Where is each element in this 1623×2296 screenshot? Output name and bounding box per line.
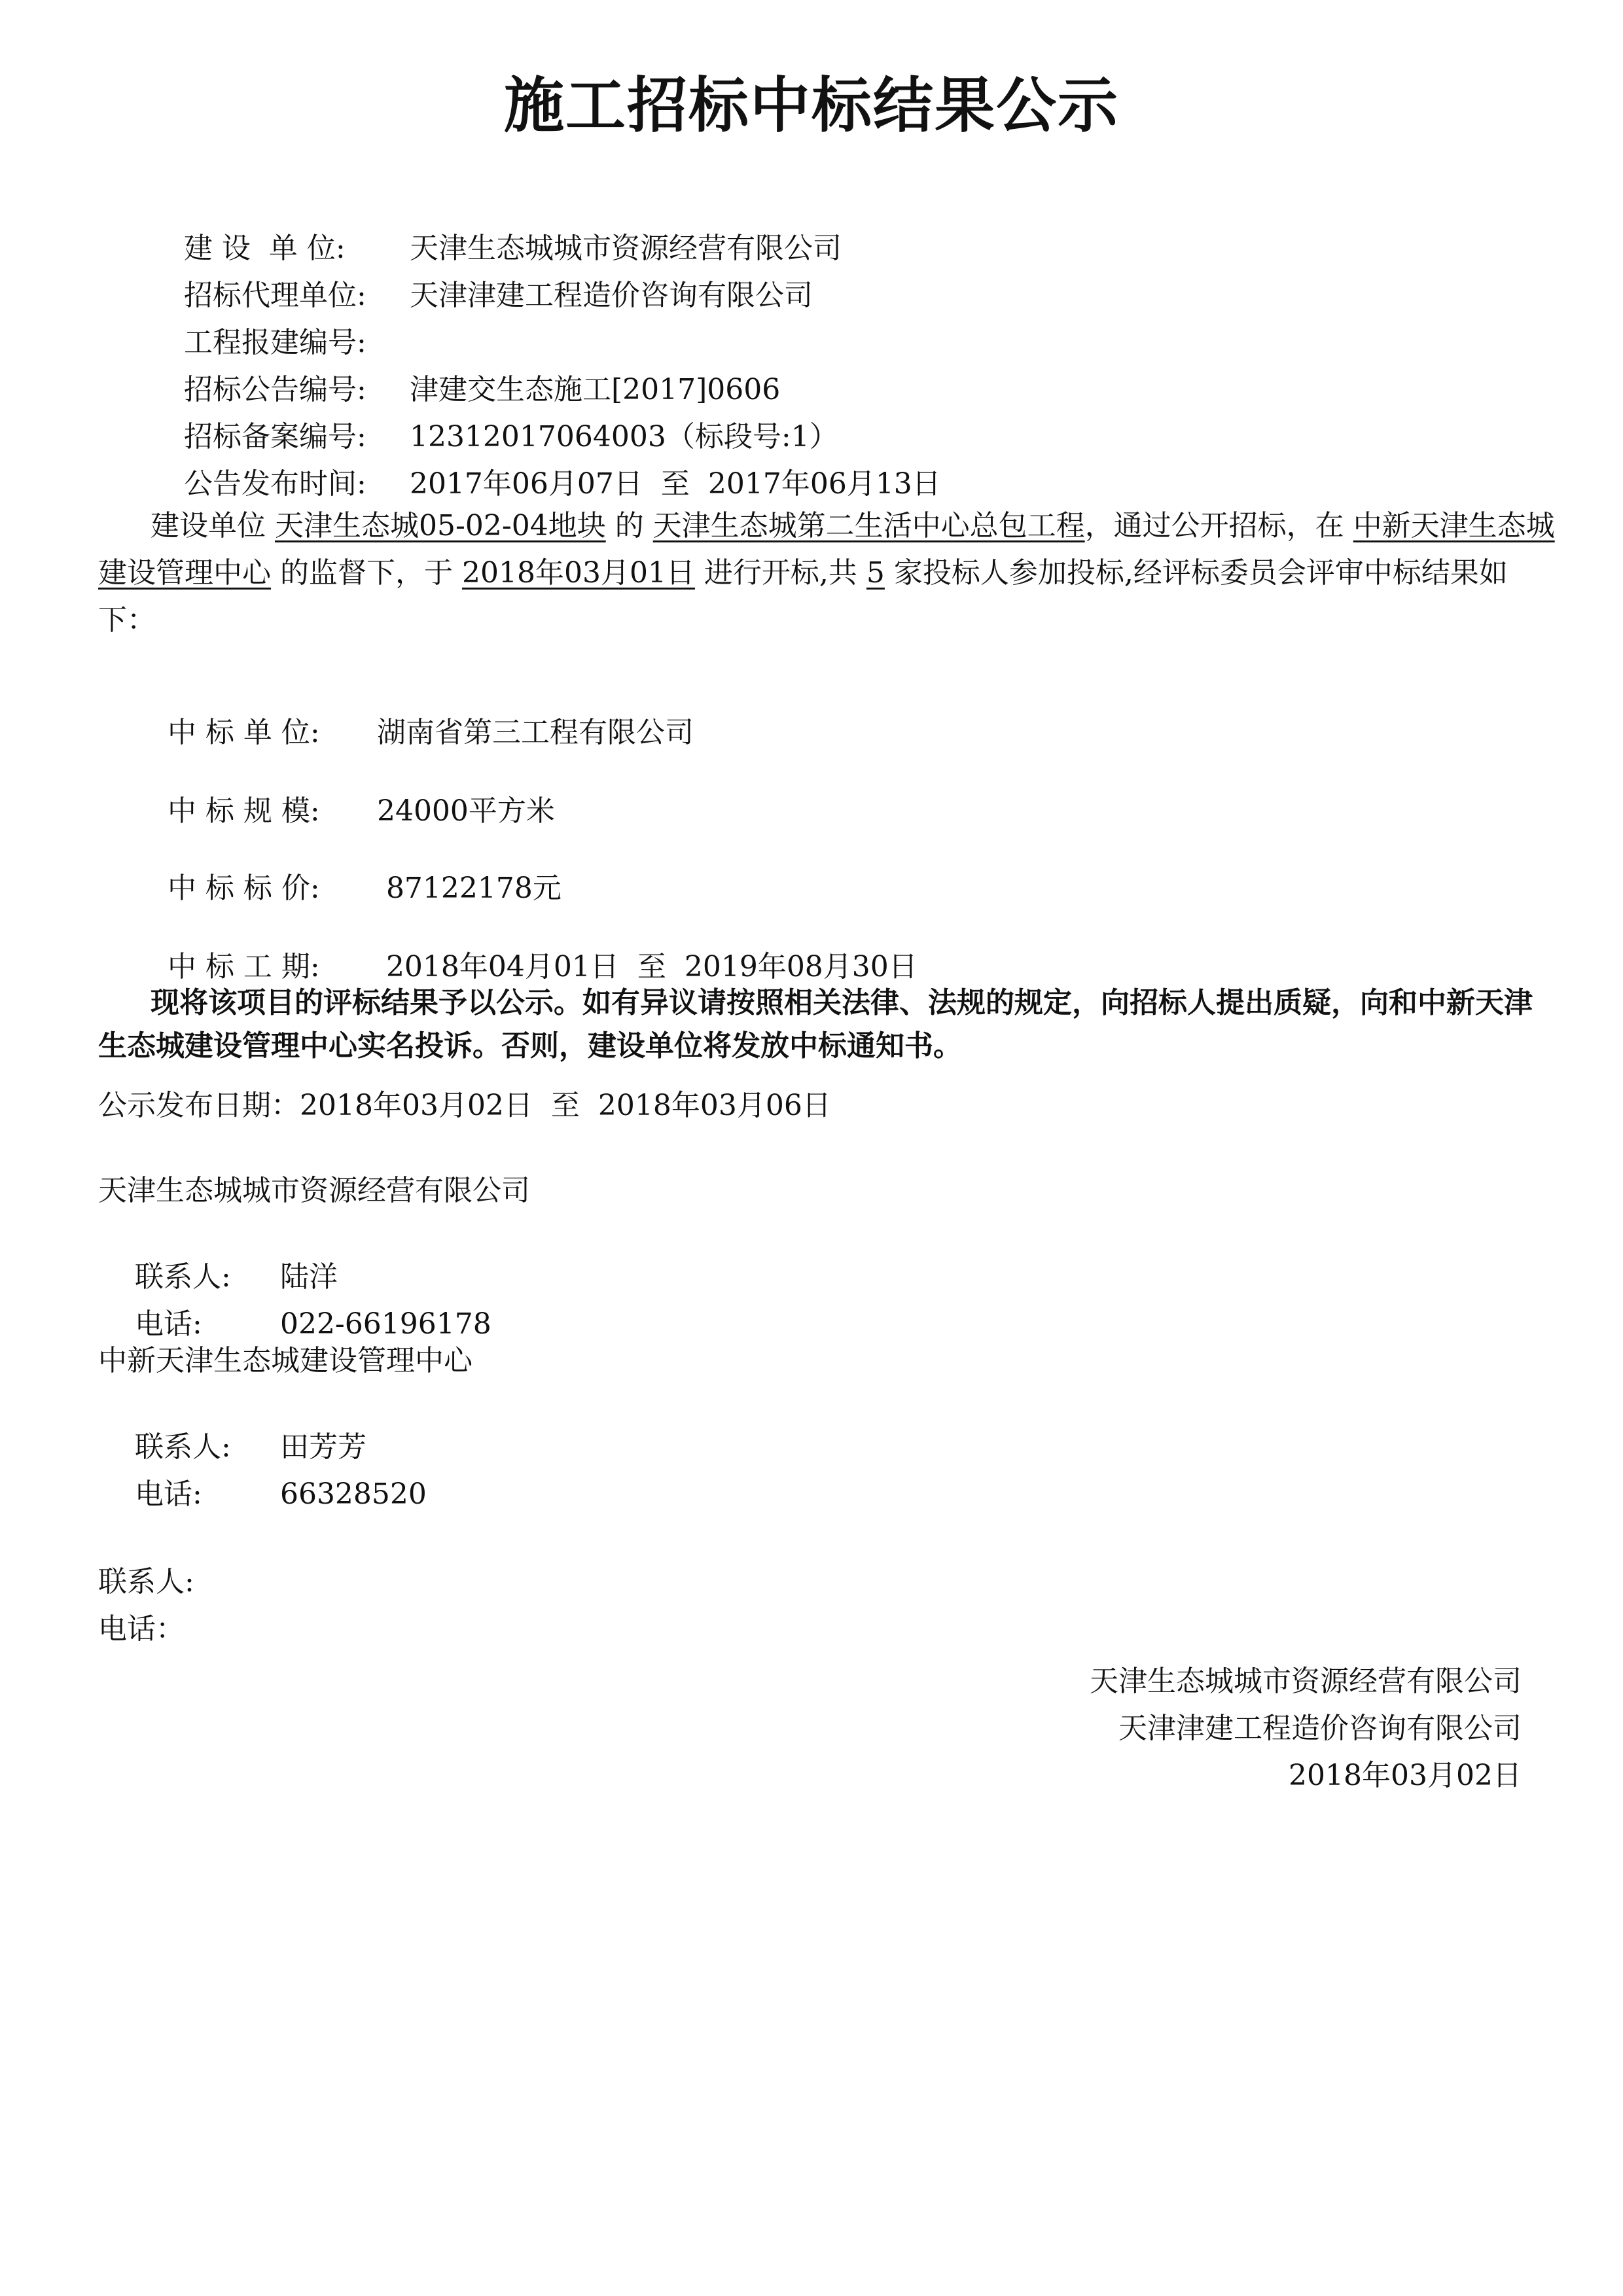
contact-2-phone: 66328520: [279, 1477, 427, 1511]
blank-contact-phone-label: 电话：: [98, 1612, 185, 1646]
contact-1-person: 陆洋: [279, 1260, 338, 1294]
notice-no-label: 招标公告编号:: [183, 373, 366, 406]
winner-label: 中 标 单 位:: [167, 716, 320, 749]
project-no-label: 工程报建编号:: [183, 326, 366, 359]
publish-time-value: 2017年06月07日 至 2017年06月13日: [409, 467, 941, 501]
objection-notice: [98, 981, 1538, 1068]
contact-1-phone: 022-66196178: [279, 1307, 491, 1341]
build-unit-value: 天津生态城城市资源经营有限公司: [409, 232, 842, 265]
agent-value: 天津津建工程造价咨询有限公司: [409, 279, 813, 312]
filing-no-value: 12312017064003（标段号:1）: [409, 420, 838, 453]
contact-1-person-label: 联系人:: [134, 1260, 231, 1294]
intro-text-1: 建设单位: [151, 509, 275, 542]
intro-text-3: ，通过公开招标，在: [1084, 509, 1353, 542]
intro-text-5: 进行开标,共: [694, 556, 866, 590]
contact-2-phone-label: 电话:: [134, 1477, 202, 1511]
contact-2-phone-row: [98, 1436, 427, 1553]
public-period: 公示发布日期：2018年03月02日 至 2018年03月06日: [98, 1089, 831, 1122]
objection-notice-text: 现将该项目的评标结果予以公示。如有异议请按照相关法律、法规的规定，向招标人提出质疑，向和中新天津生态城建设管理中心实名投诉。否则，建设单位将发放中标通知书。: [98, 986, 1533, 1063]
period-label: 中 标 工 期:: [167, 950, 320, 983]
period-value: 2018年04月01日 至 2019年08月30日: [376, 950, 918, 983]
notice-no-value: 津建交生态施工[2017]0606: [409, 373, 781, 406]
contact-1-phone-label: 电话:: [134, 1307, 202, 1341]
blank-contact-person-label: 联系人:: [98, 1565, 194, 1598]
publish-time-label: 公告发布时间:: [183, 467, 366, 501]
intro-site: 天津生态城05-02-04地块: [275, 509, 606, 542]
signature-org-1: 天津生态城城市资源经营有限公司: [1090, 1665, 1522, 1698]
intro-open-date: 2018年03月01日: [461, 556, 695, 590]
signature-date: 2018年03月02日: [1289, 1759, 1522, 1792]
agent-label: 招标代理单位:: [183, 279, 366, 312]
price-label: 中 标 标 价:: [167, 872, 320, 905]
winner-value: 湖南省第三工程有限公司: [376, 716, 694, 749]
contact-2-person: 田芳芳: [279, 1430, 366, 1464]
scale-label: 中 标 规 模:: [167, 794, 320, 828]
intro-text-2: 的: [605, 509, 653, 542]
price-value: 87122178元: [376, 872, 562, 905]
intro-text-4: 的监督下，于: [271, 556, 462, 590]
intro-project: 天津生态城第二生活中心总包工程: [652, 509, 1085, 542]
contact-2-org: 中新天津生态城建设管理中心: [98, 1344, 473, 1377]
signature-org-2: 天津津建工程造价咨询有限公司: [1118, 1712, 1522, 1745]
page-title: 施工招标中标结果公示: [503, 71, 1119, 141]
scale-value: 24000平方米: [376, 794, 555, 828]
intro-paragraph: [98, 503, 1564, 644]
filing-no-label: 招标备案编号:: [183, 420, 366, 453]
contact-1-org: 天津生态城城市资源经营有限公司: [98, 1174, 530, 1207]
intro-text-6: 家投标人参加投标,经评标委员会评审中标结果如下：: [98, 556, 1508, 637]
intro-supervisor: 中新天津生态城建设管理中心: [98, 509, 1555, 590]
contact-2-person-label: 联系人:: [134, 1430, 231, 1464]
intro-bidders: 5: [866, 556, 885, 590]
build-unit-label: 建 设 单 位:: [183, 232, 346, 265]
